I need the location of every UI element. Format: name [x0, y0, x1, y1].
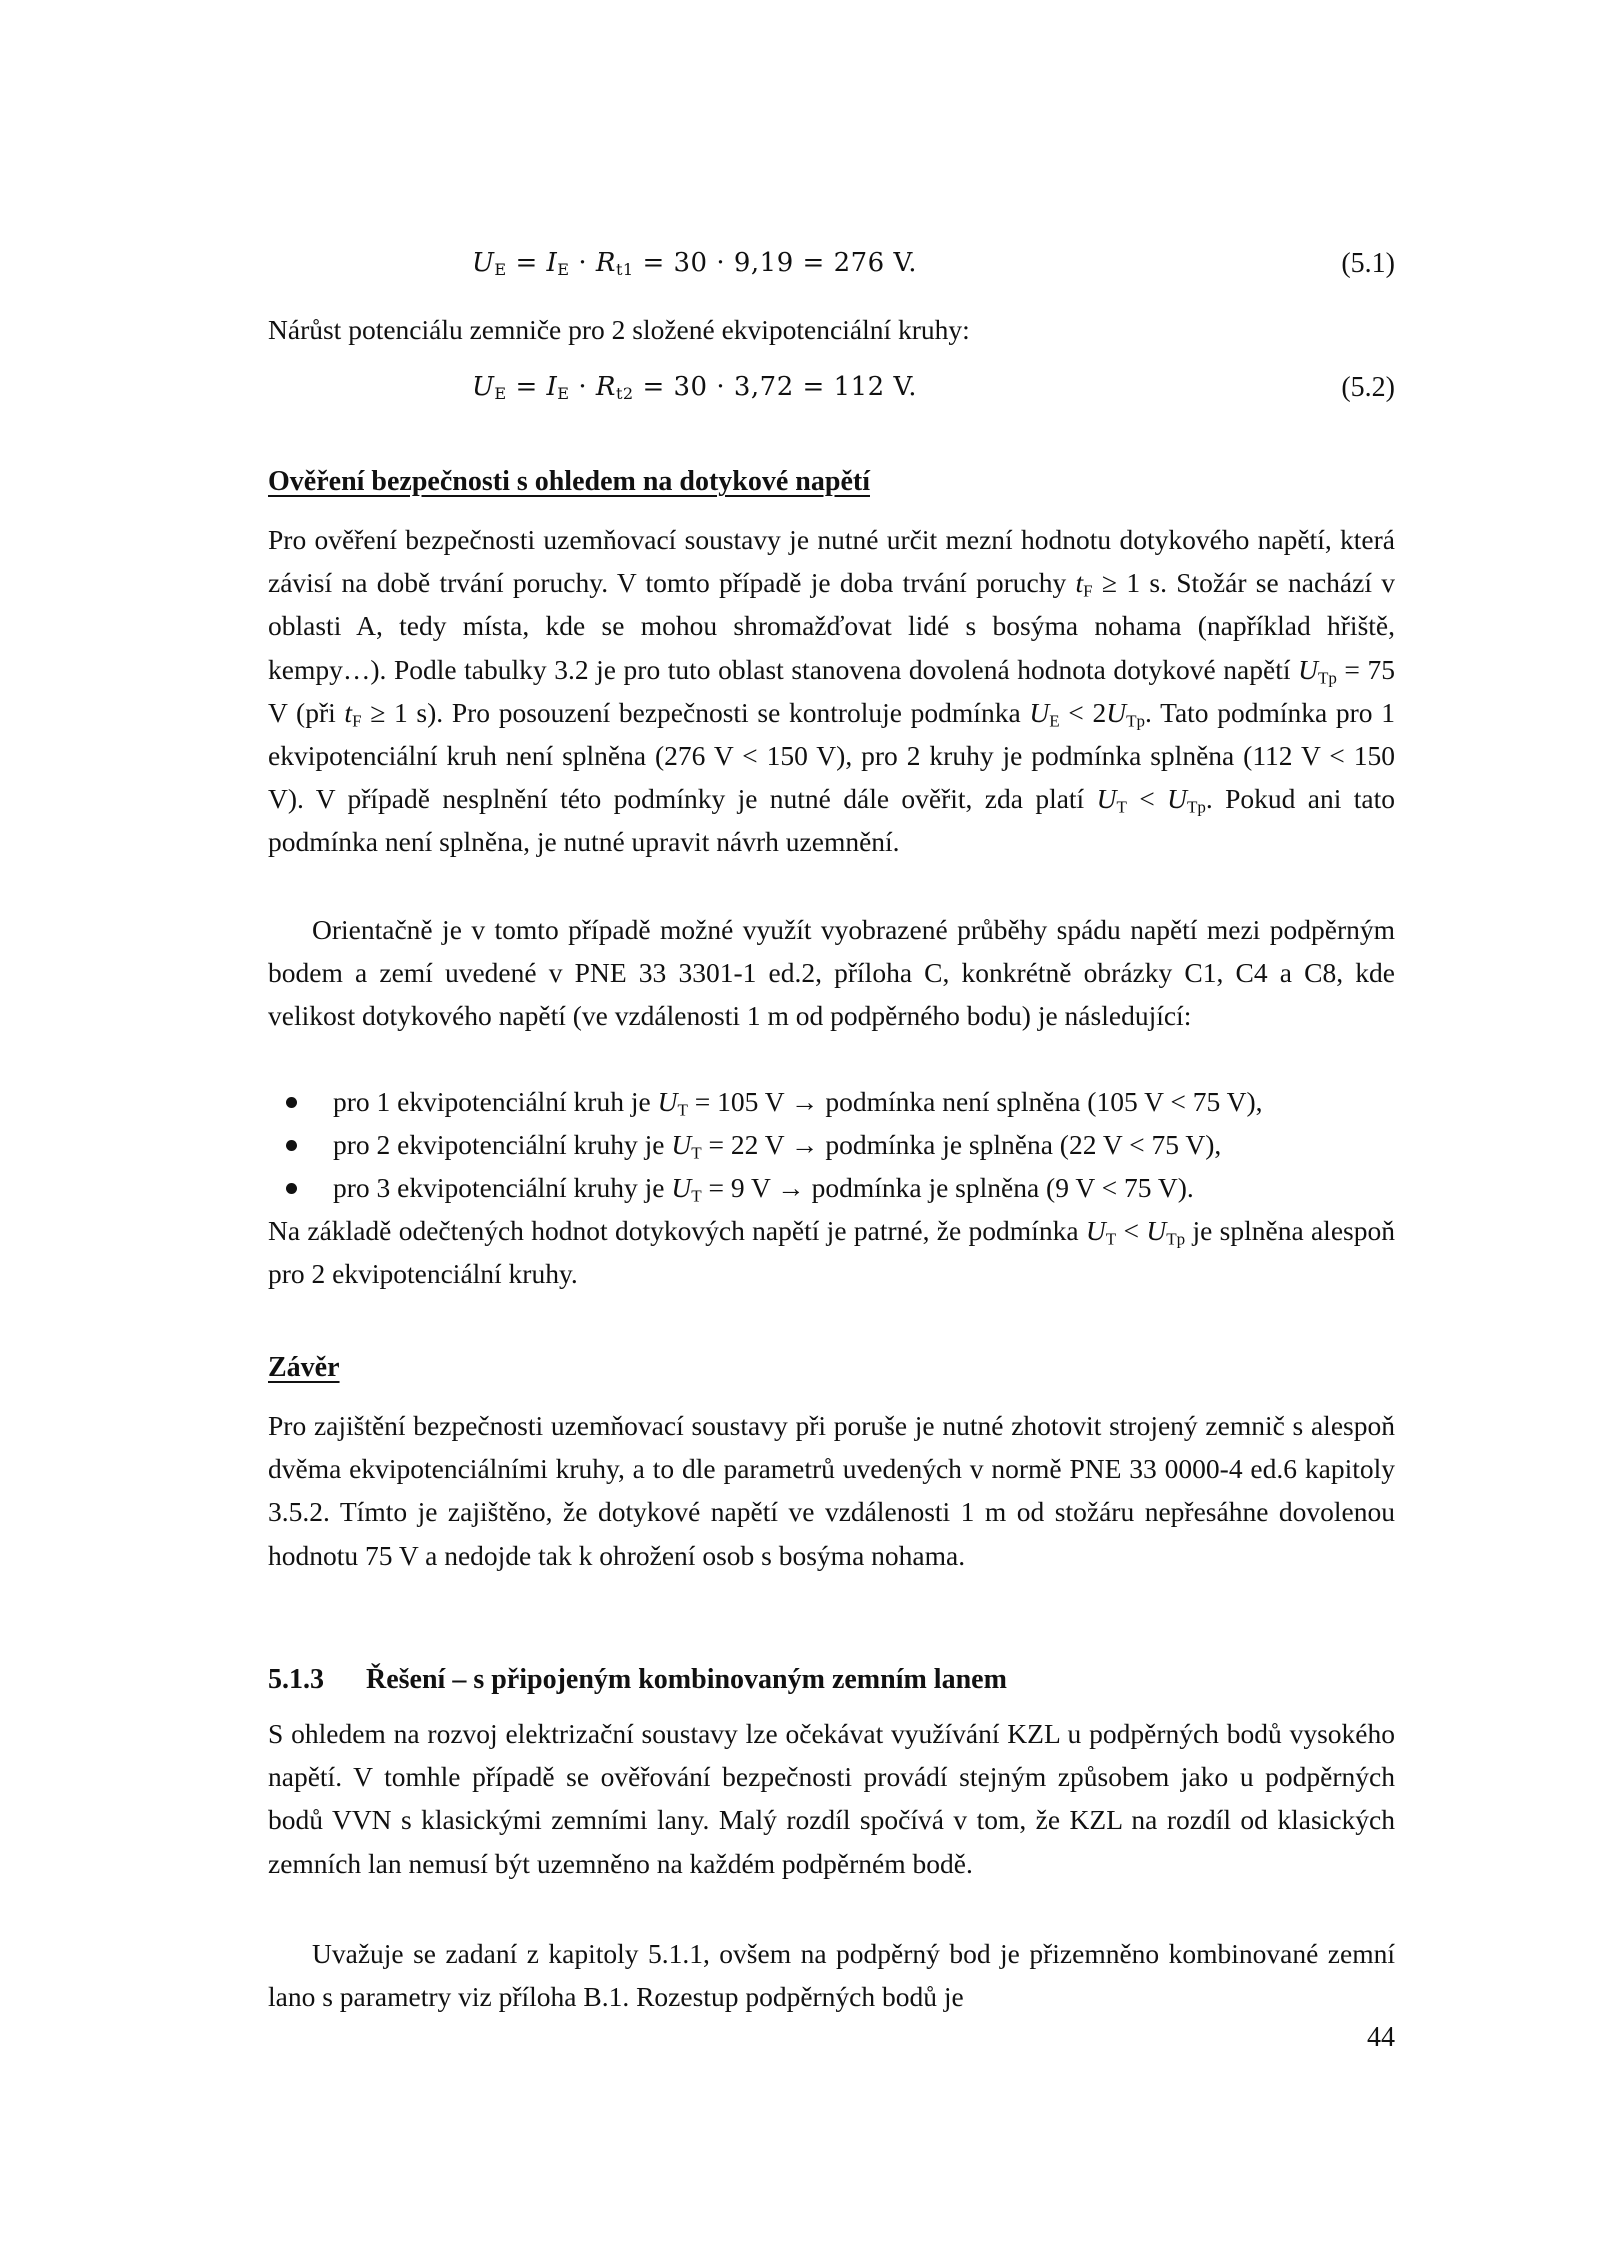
- text: = 22 V → podmínka je splněna (22 V < 75 V),: [701, 1129, 1222, 1161]
- paragraph-touch-voltage: [268, 518, 1395, 864]
- text: <: [1116, 1215, 1147, 1246]
- bullet-icon: [286, 1183, 297, 1194]
- equation-number: (5.1): [1341, 248, 1395, 279]
- equation-rhs: = 30 · 9,19 = 276 V.: [642, 248, 917, 278]
- var-u: U: [657, 1086, 678, 1117]
- text: pro 1 ekvipotenciální kruh je: [333, 1086, 658, 1117]
- var-i: I: [546, 248, 558, 278]
- paragraph-orientation: Orientačně je v tomto případě možné využít vyobrazené průběhy spádu napětí mezi podpěrným bodem a zemí uvedené v PNE 33 3301-1 ed.2, příloha C, konkrétně obrázky C1, C4 a C8, kde velikost dotykového napětí (ve vzdálenosti 1 m od podpěrného bodu) je následující:: [268, 914, 1395, 1032]
- text: <: [1126, 783, 1168, 815]
- text: Na základě odečtených hodnot dotykových napětí je patrné, že podmínka: [268, 1215, 1086, 1246]
- sub-tp: Tp: [1186, 797, 1206, 817]
- var-u: U: [671, 1172, 692, 1204]
- var-u: U: [1106, 696, 1127, 728]
- text: je splněna alespoň pro 2 ekvipotenciální kruhy.: [268, 1215, 1395, 1290]
- list-item: [268, 1123, 1395, 1166]
- sub-t2: t2: [615, 384, 634, 404]
- eq2-intro: Nárůst potenciálu zemniče pro 2 složené ekvipotenciální kruhy:: [268, 314, 970, 345]
- paragraph-kzl-intro: S ohledem na rozvoj elektrizační soustavy lze očekávat využívání KZL u podpěrných bodů vysokého napětí. V tomhle případě se ověřování bezpečnosti provádí stejným způsobem jako u podpěrných bodů VVN s klasickými zemními lany. Malý rozdíl spočívá v tom, že KZL na rozdíl od klasických zemních lan nemusí být uzemněno na každém podpěrném bodě.: [268, 1718, 1395, 1879]
- sub-t: T: [1116, 797, 1127, 817]
- sub-tp: Tp: [1317, 667, 1337, 687]
- equation-number: (5.2): [1341, 372, 1395, 403]
- var-t: t: [1075, 567, 1084, 599]
- text: Pro ověření bezpečnosti uzemňovací soustavy je nutné určit mezní hodnotu dotykového napětí, která závisí na době trvání poruchy. V tomto případě je doba trvání poruchy: [268, 524, 1395, 599]
- text: pro 3 ekvipotenciální kruhy je: [333, 1172, 672, 1204]
- text: pro 2 ekvipotenciální kruhy je: [333, 1129, 672, 1161]
- sub-f: F: [352, 711, 362, 731]
- equation-expression: $U_E = I_E \cdot R_{t1} = 30 \cdot 9,19 = 276$ V.: [472, 248, 917, 280]
- sub-f: F: [1083, 581, 1093, 601]
- sub-t: T: [691, 1186, 702, 1206]
- text: < 2: [1059, 696, 1107, 728]
- text: = 75 V (při: [268, 653, 1395, 728]
- sub-t1: t1: [615, 260, 634, 280]
- var-u: U: [1029, 696, 1050, 728]
- paragraph-kzl-assumption: Uvažuje se zadaní z kapitoly 5.1.1, ovšem na podpěrný bod je přizemněno kombinované zemní lano s parametry viz příloha B.1. Rozestup podpěrných bodů je: [268, 1938, 1395, 2013]
- paragraph-conclusion: Pro zajištění bezpečnosti uzemňovací soustavy při poruše je nutné zhotovit strojený zemnič s alespoň dvěma ekvipotenciálními kruhy, a to dle parametrů uvedených v normě PNE 33 0000-4 ed.6 kapitoly 3.5.2. Tímto je zajištěno, že dotykové napětí ve vzdálenosti 1 m od stožáru nepřesáhne dovolenou hodnotu 75 V a nedojde tak k ohrožení osob s bosýma nohama.: [268, 1410, 1395, 1571]
- text: ≥ 1 s). Pro posouzení bezpečnosti se kontroluje podmínka: [361, 696, 1030, 728]
- var-u: U: [472, 372, 495, 402]
- var-r: R: [595, 372, 616, 402]
- var-u: U: [671, 1129, 692, 1161]
- bullet-icon: [286, 1140, 297, 1151]
- var-u: U: [1096, 783, 1117, 815]
- sub-tp: Tp: [1166, 1229, 1186, 1249]
- sub-t: T: [1105, 1229, 1117, 1249]
- var-u: U: [1167, 783, 1187, 815]
- var-i: I: [546, 372, 558, 402]
- var-r: R: [595, 248, 616, 278]
- equation-expression: $U_E = I_E \cdot R_{t2} = 30 \cdot 3,72 = 112$ V.: [472, 372, 917, 404]
- sub-t: T: [691, 1143, 702, 1163]
- section-heading-touch-voltage: Ověření bezpečnosti s ohledem na dotykové napětí: [268, 466, 870, 497]
- var-u: U: [1085, 1215, 1106, 1246]
- var-t: t: [344, 696, 353, 728]
- section-number: 5.1.3: [268, 1664, 324, 1695]
- var-u: U: [1146, 1215, 1167, 1246]
- equation-5-2: [268, 372, 1395, 415]
- list-item: [268, 1080, 1395, 1123]
- text: ≥ 1 s. Stožár se nachází v oblasti A, tedy místa, kde se mohou shromažďovat lidé s bosýma nohama (například hřiště, kempy…). Podle tabulky 3.2 je pro tuto oblast stanovena dovolená hodnota dotykové napětí: [268, 567, 1396, 685]
- sub-e: E: [494, 384, 507, 404]
- bullet-icon: [286, 1097, 297, 1108]
- equation-rhs: = 30 · 3,72 = 112 V.: [642, 372, 917, 402]
- section-title: Řešení – s připojeným kombinovaným zemním lanem: [366, 1664, 1007, 1695]
- section-heading-conclusion: Závěr: [268, 1352, 340, 1383]
- sub-e: E: [557, 384, 570, 404]
- sub-e: E: [557, 260, 570, 280]
- sub-e: E: [494, 260, 507, 280]
- sub-tp: Tp: [1126, 711, 1146, 731]
- page-number: 44: [1367, 2022, 1395, 2053]
- sub-e: E: [1049, 711, 1060, 731]
- text: = 105 V → podmínka není splněna (105 V < 75 V),: [687, 1086, 1263, 1117]
- text: . Pokud ani tato podmínka není splněna, je nutné upravit návrh uzemnění.: [268, 783, 1395, 858]
- var-u: U: [1298, 653, 1318, 685]
- var-u: U: [472, 248, 495, 278]
- sub-t: T: [677, 1100, 688, 1120]
- section-title-5-1-3: [268, 1664, 1007, 1696]
- text: . Tato podmínka pro 1 ekvipotenciální kruh není splněna (276 V < 150 V), pro 2 kruhy je podmínka splněna (112 V < 150 V). V případě nesplnění této podmínky je nutné dále ověřit, zda platí: [268, 696, 1395, 815]
- equation-5-1: [268, 248, 1395, 291]
- touch-voltage-list: [268, 1080, 1395, 1210]
- list-item: [268, 1166, 1395, 1209]
- paragraph-result: [268, 1209, 1395, 1295]
- text: = 9 V → podmínka je splněna (9 V < 75 V).: [701, 1172, 1194, 1204]
